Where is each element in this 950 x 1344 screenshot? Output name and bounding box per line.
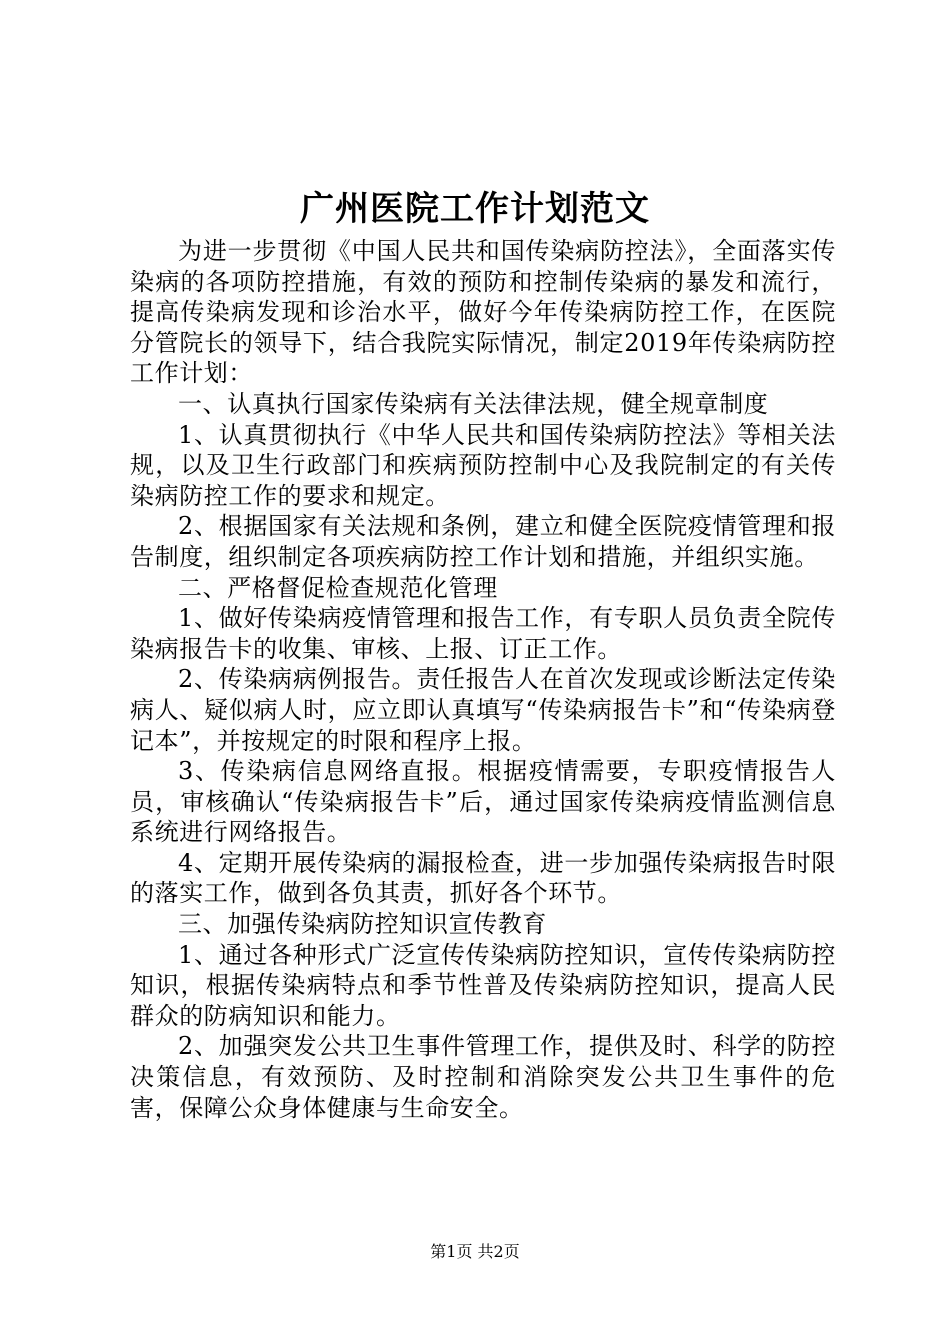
section-1-item-2: 2、根据国家有关法规和条例，建立和健全医院疫情管理和报告制度，组织制定各项疾病防控工作计划和措施，并组织实施。 bbox=[130, 512, 836, 571]
section-2-item-3: 3、传染病信息网络直报。根据疫情需要，专职疫情报告人员，审核确认“传染病报告卡”后，通过国家传染病疫情监测信息系统进行网络报告。 bbox=[130, 757, 836, 847]
page-footer: 第1页 共2页 bbox=[430, 1242, 520, 1261]
section-heading-1: 一、认真执行国家传染病有关法律法规，健全规章制度 bbox=[178, 389, 769, 418]
document-title: 广州医院工作计划范文 bbox=[300, 189, 650, 229]
section-heading-3: 三、加强传染病防控知识宣传教育 bbox=[178, 910, 547, 939]
section-3-item-2: 2、加强突发公共卫生事件管理工作，提供及时、科学的防控决策信息，有效预防、及时控制和消除突发公共卫生事件的危害，保障公众身体健康与生命安全。 bbox=[130, 1032, 836, 1122]
document-body bbox=[130, 236, 836, 1123]
section-heading-2: 二、严格督促检查规范化管理 bbox=[178, 573, 498, 602]
section-2-item-2: 2、传染病病例报告。责任报告人在首次发现或诊断法定传染病人、疑似病人时，应立即认真填写“传染病报告卡”和“传染病登记本”，并按规定的时限和程序上报。 bbox=[130, 665, 836, 755]
intro-paragraph: 为进一步贯彻《中国人民共和国传染病防控法》，全面落实传染病的各项防控措施，有效的预防和控制传染病的暴发和流行，提高传染病发现和诊治水平，做好今年传染病防控工作，在医院分管院长的领导下，结合我院实际情况，制定2019年传染病防控工作计划： bbox=[130, 237, 836, 388]
section-2-item-4: 4、定期开展传染病的漏报检查，进一步加强传染病报告时限的落实工作，做到各负其责，抓好各个环节。 bbox=[130, 848, 836, 908]
section-1-item-1: 1、认真贯彻执行《中华人民共和国传染病防控法》等相关法规，以及卫生行政部门和疾病预防控制中心及我院制定的有关传染病防控工作的要求和规定。 bbox=[130, 420, 836, 510]
section-2-item-1: 1、做好传染病疫情管理和报告工作，有专职人员负责全院传染病报告卡的收集、审核、上报、订正工作。 bbox=[130, 604, 836, 663]
section-3-item-1: 1、通过各种形式广泛宣传传染病防控知识，宣传传染病防控知识，根据传染病特点和季节性普及传染病防控知识，提高人民群众的防病知识和能力。 bbox=[130, 940, 836, 1030]
